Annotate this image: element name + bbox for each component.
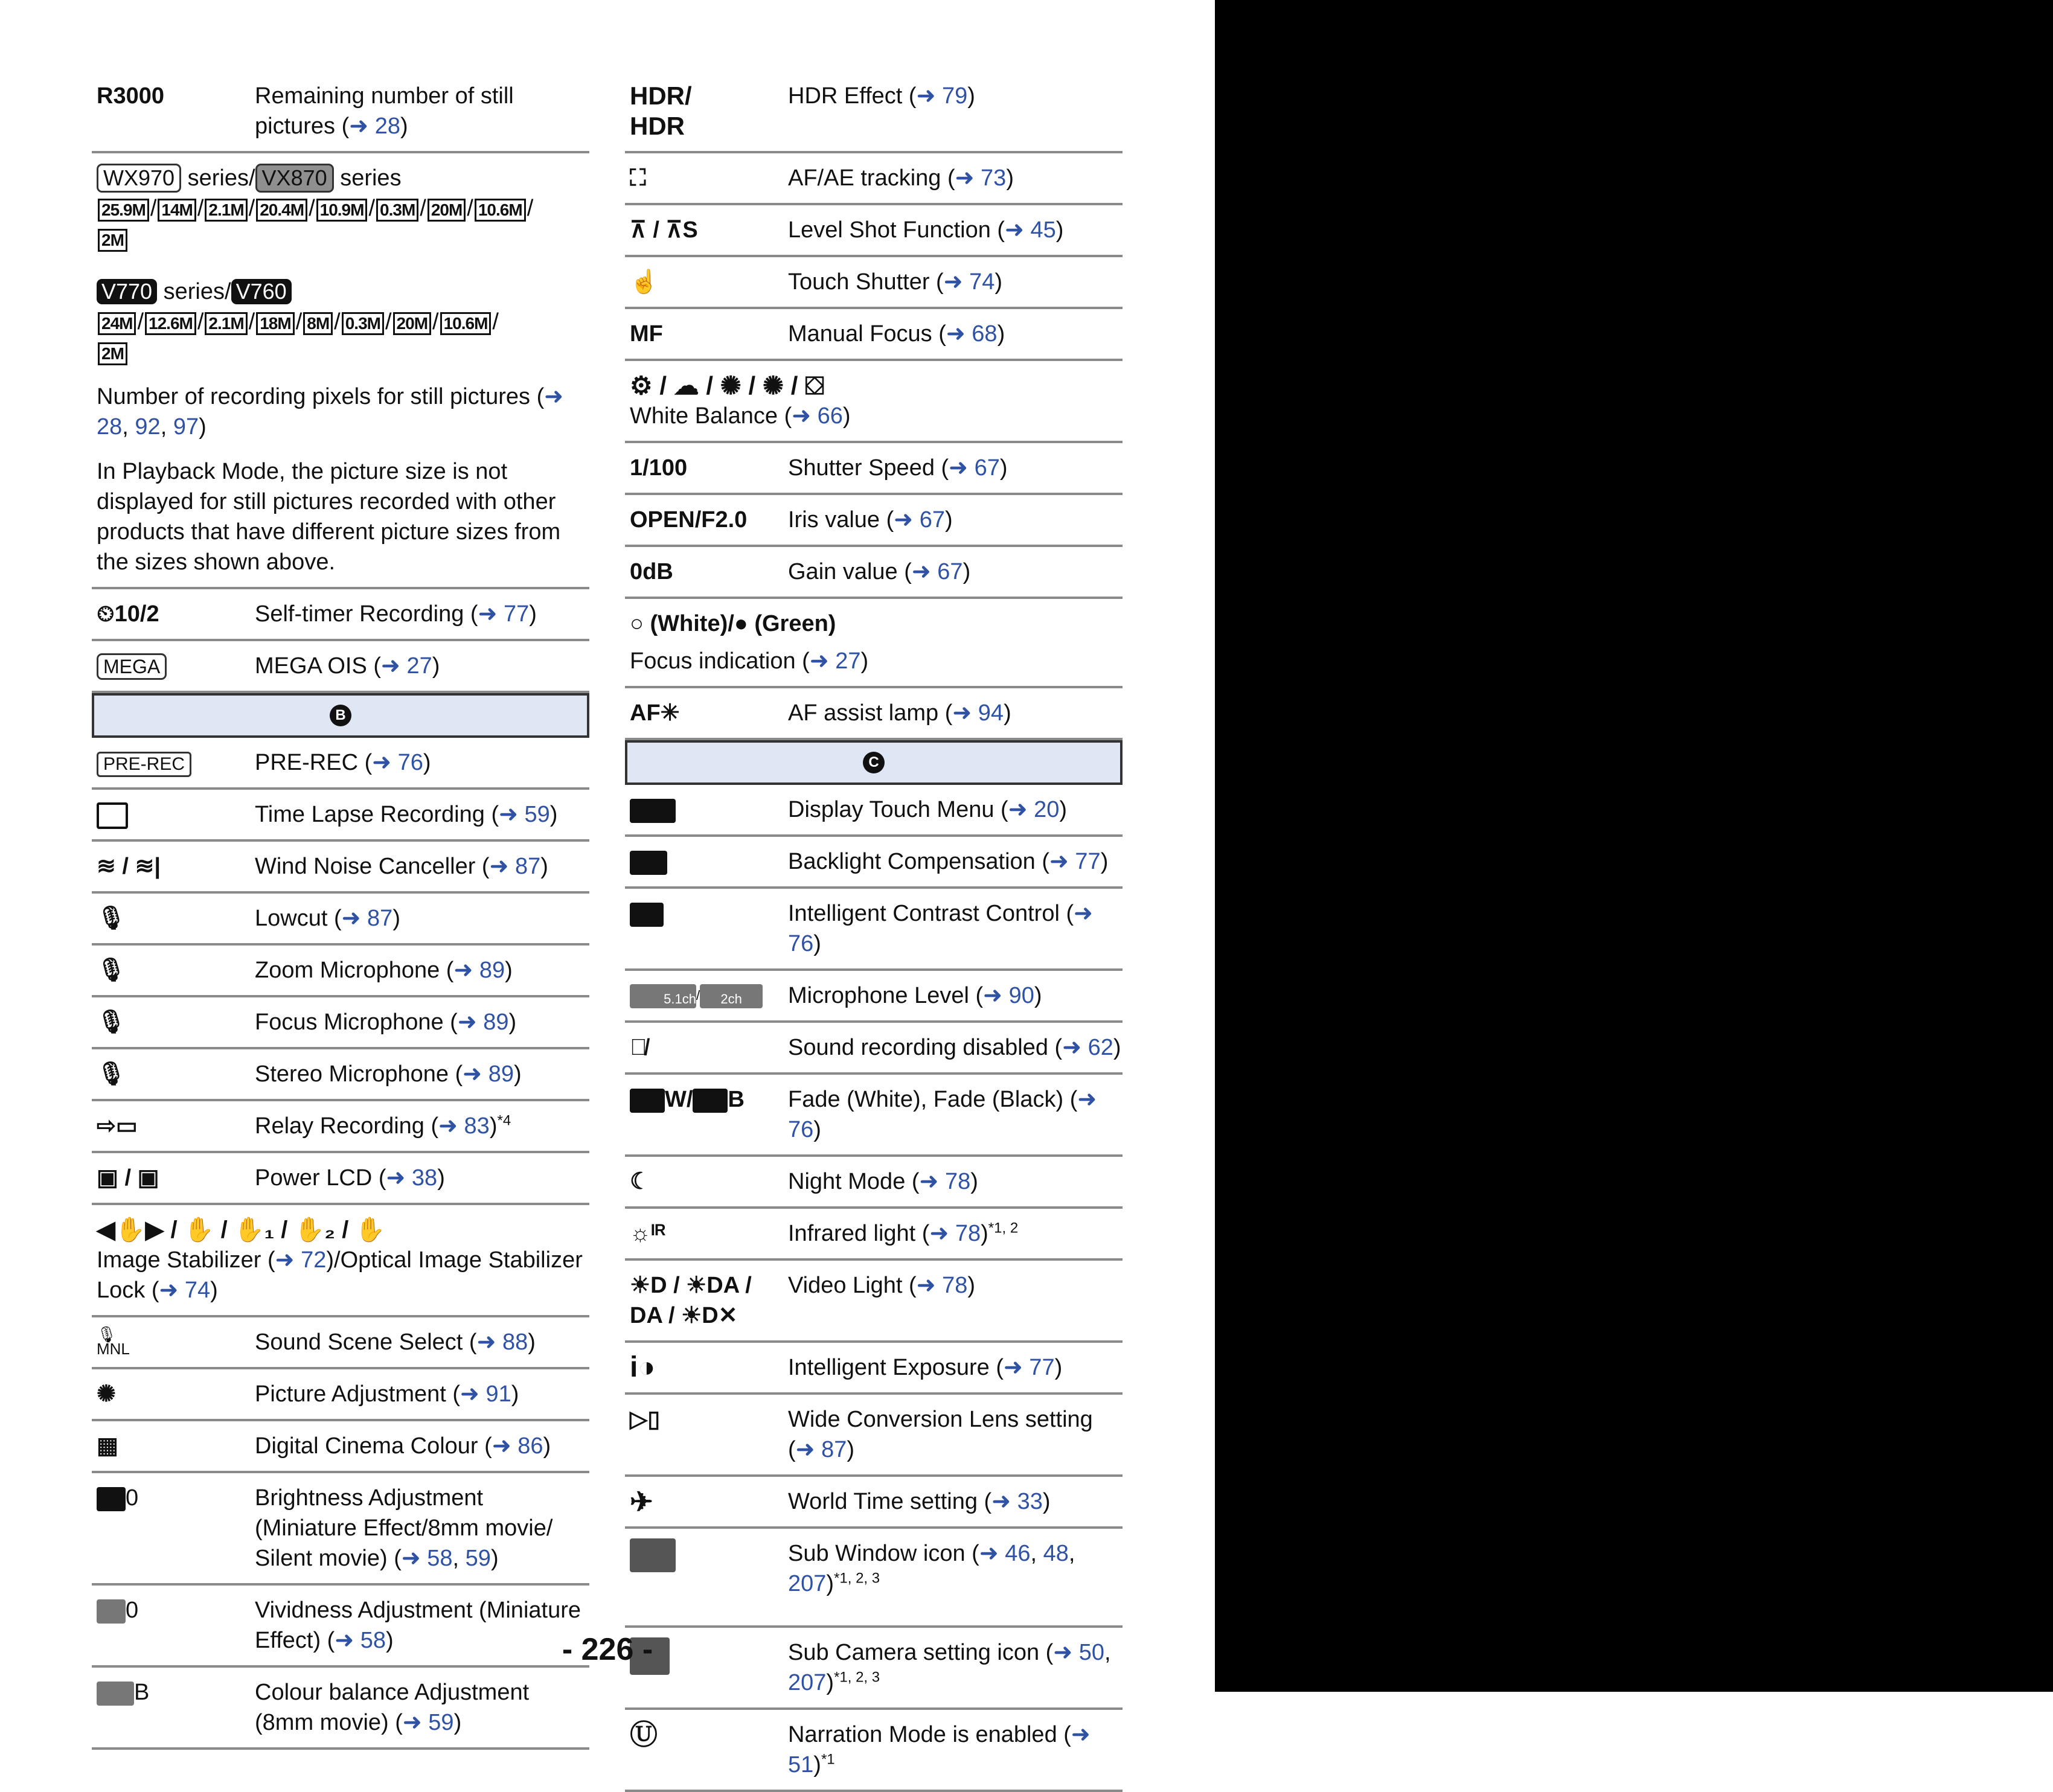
mic-level-2ch-icon: 2ch — [700, 984, 763, 1008]
page-link[interactable]: 207 — [788, 1571, 827, 1596]
page-link[interactable]: 91 — [485, 1381, 511, 1407]
row-power-lcd: ▣ / ▣ Power LCD (➜ 38) — [92, 1153, 589, 1205]
right-column — [625, 71, 1123, 1792]
page-link[interactable]: 77 — [1075, 849, 1101, 874]
page-link[interactable]: 86 — [517, 1433, 543, 1459]
row-touch-menu: Display Touch Menu (➜ 20) — [625, 785, 1123, 837]
lowcut-mic-icon: 🎙 — [97, 906, 126, 931]
row-time-lapse: Time Lapse Recording (➜ 59) — [92, 790, 589, 842]
page-link[interactable]: 79 — [941, 83, 968, 109]
row-relay: ⇨▭ Relay Recording (➜ 83)$^{*4}$ — [92, 1101, 589, 1153]
size-icon: 20M — [428, 199, 466, 222]
row-white-balance: ⚙ / ☁ / ✺ / ✺ / ⛋ White Balance (➜ 66) — [625, 361, 1123, 443]
section-b-marker: B — [330, 705, 351, 726]
row-sub-camera: Sub Camera setting icon (➜ 50, 207)$^{*1, 2, 3}$ — [625, 1628, 1123, 1710]
row-brightness: 0 Brightness Adjustment (Miniature Effect/8mm movie/ Silent movie) (➜ 58, 59) — [92, 1473, 589, 1586]
video-light-icon: ☀D / ☀DA / DA / ☀D✕ — [630, 1273, 752, 1328]
backlight-icon — [630, 851, 667, 875]
size-icon: 10.6M — [440, 312, 492, 335]
size-icon: 2.1M — [205, 312, 247, 335]
page-link[interactable]: 38 — [411, 1165, 438, 1191]
mf-code: MF — [630, 321, 663, 347]
page-link[interactable]: 76 — [397, 750, 423, 775]
section-header-b — [92, 693, 589, 738]
page-link[interactable]: 90 — [1008, 983, 1034, 1008]
page-link[interactable]: 73 — [981, 165, 1007, 191]
row-pre-rec: PRE-REC PRE-REC (➜ 76) — [92, 738, 589, 790]
page-link[interactable]: 77 — [503, 601, 530, 627]
iris-code: OPEN/F2.0 — [630, 507, 748, 533]
airplane-icon: ✈ — [630, 1486, 653, 1517]
size-icon: 12.6M — [145, 312, 196, 335]
white-balance-icons: ⚙ / ☁ / ✺ / ✺ / ⛋ — [630, 371, 825, 400]
page-link[interactable]: 48 — [1043, 1541, 1069, 1566]
row-contrast: Intelligent Contrast Control (➜ 76) — [625, 889, 1123, 971]
page-link[interactable]: 77 — [1029, 1355, 1055, 1380]
model-badge-v760: V760 — [231, 279, 292, 304]
row-wind-noise: ≋ / ≋| Wind Noise Canceller (➜ 87) — [92, 842, 589, 894]
row-series-sizes-2: V770 series/ V760 24M / 12.6M / 2.1M / 18M / 8M / 0.3M / 20M / 10.6M / 2M — [92, 263, 589, 377]
row-world-time: ✈ World Time setting (➜ 33) — [625, 1477, 1123, 1529]
page-link[interactable]: 74 — [184, 1278, 211, 1303]
colour-balance-icon — [97, 1682, 134, 1706]
row-iris: OPEN/F2.0 Iris value (➜ 67) — [625, 495, 1123, 547]
mega-ois-icon: MEGA — [97, 653, 167, 680]
desc: Remaining number of still pictures (➜ 28) — [255, 83, 514, 139]
page-link[interactable]: 58 — [360, 1628, 386, 1653]
page-link[interactable]: 28 — [97, 414, 123, 440]
row-video-light: ☀D / ☀DA / DA / ☀D✕ Video Light (➜ 78) — [625, 1261, 1123, 1343]
page-link[interactable]: 45 — [1030, 217, 1056, 243]
time-lapse-icon — [97, 802, 128, 829]
row-intelligent-exposure: i◑ Intelligent Exposure (➜ 77) — [625, 1343, 1123, 1395]
page-link[interactable]: 94 — [978, 700, 1004, 726]
page-link[interactable]: 51 — [788, 1752, 814, 1778]
row-zoom-mic: 🎙 Zoom Microphone (➜ 89) — [92, 946, 589, 997]
page-link[interactable]: 68 — [972, 321, 998, 347]
page-link[interactable]: 207 — [788, 1670, 827, 1695]
page-link[interactable]: 97 — [173, 414, 199, 440]
focus-mic-icon: 🎙 — [97, 1010, 126, 1035]
section-c-marker: C — [863, 752, 885, 773]
narration-icon: Ⓤ — [630, 1719, 658, 1750]
wind-icon: ≋ / ≋| — [97, 854, 161, 879]
row-wide-conversion: ▷▯ Wide Conversion Lens setting (➜ 87) — [625, 1395, 1123, 1477]
relay-icon: ⇨▭ — [97, 1113, 138, 1139]
page-link[interactable]: 58 — [427, 1546, 453, 1571]
row-colour-balance: B Colour balance Adjustment (8mm movie) (➜ 59) — [92, 1668, 589, 1750]
size-icon: 8M — [303, 312, 333, 335]
picture-size-icons-2: 24M / 12.6M / 2.1M / 18M / 8M / 0.3M / 20M / 10.6M / 2M — [97, 307, 589, 367]
page-link[interactable]: 76 — [788, 1117, 814, 1142]
row-level-shot: ⊼ / ⊼S Level Shot Function (➜ 45) — [625, 205, 1123, 257]
row-series-sizes-1: WX970 series/ VX870 series 25.9M / 14M / 2.1M / 20.4M / 10.9M / 0.3M / 20M / 10.6M / 2M — [92, 153, 589, 263]
page-link[interactable]: 78 — [942, 1273, 968, 1298]
size-icon: 20M — [393, 312, 431, 335]
gain-code: 0dB — [630, 559, 673, 584]
row-stereo-mic: 🎙 Stereo Microphone (➜ 89) — [92, 1049, 589, 1101]
black-margin — [1215, 0, 2053, 1692]
picture-adjust-icon: ✺ — [97, 1381, 116, 1407]
page-link[interactable]: 76 — [788, 931, 814, 956]
row-touch-shutter: ☝ Touch Shutter (➜ 74) — [625, 257, 1123, 309]
page-link[interactable]: 89 — [488, 1061, 514, 1087]
row-manual-focus: MF Manual Focus (➜ 68) — [625, 309, 1123, 361]
page-link[interactable]: 59 — [524, 802, 550, 827]
af-assist-star-icon: ✳ — [660, 700, 680, 726]
level-shot-icon: ⊼ / ⊼ — [630, 217, 683, 243]
page-link[interactable]: 89 — [483, 1010, 509, 1035]
fade-icon — [630, 1089, 665, 1113]
page-link[interactable]: 87 — [821, 1437, 847, 1462]
row-narration: Ⓤ Narration Mode is enabled (➜ 51)$^{*1}$ — [625, 1710, 1123, 1792]
stereo-mic-icon: 🎙 — [97, 1061, 126, 1087]
hdr-h-icon: HDR — [630, 82, 685, 110]
size-icon: 2.1M — [205, 199, 247, 222]
page-link[interactable]: 87 — [514, 854, 541, 879]
row-sound-disabled: 🎙̸ Sound recording disabled (➜ 62) — [625, 1023, 1123, 1075]
contrast-icon — [630, 903, 664, 927]
touch-menu-icon — [630, 799, 676, 823]
green-dot-icon: ● — [734, 611, 748, 636]
size-icon: 10.9M — [316, 199, 368, 222]
infrared-icon: ☼ᴵᴿ — [630, 1221, 666, 1246]
row-hdr: HDR/ HDR HDR Effect (➜ 79) — [625, 71, 1123, 153]
size-icon: 0.3M — [342, 312, 384, 335]
touch-shutter-icon: ☝ — [630, 269, 659, 295]
row-self-timer: ⏲10/2 Self-timer Recording (➜ 77) — [92, 589, 589, 641]
page-link[interactable]: 87 — [367, 906, 393, 931]
vividness-icon — [97, 1599, 126, 1624]
page-link[interactable]: 78 — [955, 1221, 981, 1246]
size-icon: 2M — [98, 342, 127, 365]
page-link[interactable]: 59 — [428, 1710, 454, 1735]
timer-icon: ⏲ — [97, 601, 115, 627]
size-icon: 0.3M — [376, 199, 418, 222]
mic-muted-icon: 🎙̸ — [630, 1035, 647, 1060]
af-assist-code: AF — [630, 700, 661, 726]
row-vividness: 0 Vividness Adjustment (Miniature Effect) (➜ 58) — [92, 1586, 589, 1668]
row-shutter: 1/100 Shutter Speed (➜ 67) — [625, 443, 1123, 495]
row-image-stabilizer: ◀✋▶ / ✋ / ✋₁ / ✋₂ / ✋ Image Stabilizer (➜ 72)/Optical Image Stabilizer Lock (➜ 74) — [92, 1205, 589, 1317]
page-link[interactable]: 72 — [301, 1247, 327, 1273]
model-badge-wx970: WX970 — [97, 164, 181, 193]
code-r3000: R3000 — [97, 83, 164, 109]
conversion-lens-icon: ▷▯ — [630, 1407, 661, 1432]
self-timer-code: 10/2 — [114, 601, 159, 627]
row-mic-level: 5.1ch/ 2ch Microphone Level (➜ 90) — [625, 971, 1123, 1023]
intelligent-exposure-icon: i◑ — [630, 1351, 656, 1383]
sub-window-icon — [630, 1538, 676, 1572]
row-focus-indication: ○ (White)/● (Green) Focus indication (➜ 27) — [625, 599, 1123, 688]
row-sub-window: Sub Window icon (➜ 46, 48, 207)$^{*1, 2, 3}$ — [625, 1529, 1123, 1628]
picture-size-icons-1: 25.9M / 14M / 2.1M / 20.4M / 10.9M / 0.3M / 20M / 10.6M / 2M — [97, 193, 589, 254]
af-tracking-icon: ⛶ — [630, 165, 646, 191]
sound-scene-icon: 🎙 — [97, 1325, 117, 1343]
left-column — [92, 71, 589, 1750]
page-link[interactable]: 83 — [464, 1113, 490, 1139]
page-link[interactable]: 67 — [937, 559, 963, 584]
page-link[interactable]: 88 — [502, 1330, 528, 1355]
row-infrared: ☼ᴵᴿ Infrared light (➜ 78)$^{*1, 2}$ — [625, 1209, 1123, 1261]
row-cinema-colour: ▦ Digital Cinema Colour (➜ 86) — [92, 1421, 589, 1473]
section-header-c — [625, 740, 1123, 785]
page-link[interactable]: 27 — [406, 653, 432, 679]
shutter-code: 1/100 — [630, 455, 688, 481]
power-lcd-icon: ▣ / ▣ — [97, 1165, 159, 1191]
size-icon: 14M — [158, 199, 196, 222]
row-af-assist: AF✳ AF assist lamp (➜ 94) — [625, 688, 1123, 740]
row-focus-mic: 🎙 Focus Microphone (➜ 89) — [92, 997, 589, 1049]
row-picture-adjust: ✺ Picture Adjustment (➜ 91) — [92, 1369, 589, 1421]
brightness-icon — [97, 1487, 126, 1511]
pixels-note: Number of recording pixels for still pictures (➜ 28, 92, 97) — [97, 384, 564, 440]
playback-note: In Playback Mode, the picture size is not displayed for still pictures recorded with other products that have different picture sizes from the sizes shown above. — [92, 452, 589, 589]
row-gain: 0dB Gain value (➜ 67) — [625, 547, 1123, 599]
fade-icon — [693, 1089, 728, 1113]
row-lowcut: 🎙 Lowcut (➜ 87) — [92, 894, 589, 946]
size-icon: 10.6M — [475, 199, 526, 222]
row-night-mode: ☾ Night Mode (➜ 78) — [625, 1157, 1123, 1209]
size-icon: 24M — [98, 312, 136, 335]
white-circle-icon: ○ — [630, 611, 650, 636]
page-link[interactable]: 67 — [919, 507, 945, 533]
page-link[interactable]: 46 — [1005, 1541, 1031, 1566]
page-link[interactable]: 89 — [479, 958, 505, 983]
page-link[interactable]: 66 — [817, 403, 843, 429]
model-badge-v770: V770 — [97, 279, 157, 304]
row-sound-scene: 🎙 MNL Sound Scene Select (➜ 88) — [92, 1317, 589, 1369]
page-link[interactable]: 33 — [1017, 1489, 1043, 1514]
size-icon: 2M — [98, 229, 127, 252]
night-moon-icon: ☾ — [630, 1169, 651, 1194]
page-number: - 226 - — [562, 1632, 653, 1667]
page-link[interactable]: 59 — [465, 1546, 491, 1571]
zoom-mic-icon: 🎙 — [97, 958, 126, 983]
page-link[interactable]: 28 — [374, 114, 400, 139]
row-af-tracking: ⛶ AF/AE tracking (➜ 73) — [625, 153, 1123, 205]
page-link[interactable]: 50 — [1078, 1640, 1105, 1665]
size-icon: 18M — [256, 312, 294, 335]
cinema-colour-icon: ▦ — [97, 1433, 118, 1459]
mic-level-51-icon: 5.1ch — [630, 984, 696, 1008]
page-link[interactable]: 67 — [974, 455, 1000, 481]
page-link[interactable]: 92 — [135, 414, 161, 440]
page-link[interactable]: 20 — [1034, 797, 1060, 822]
page-link[interactable]: 78 — [944, 1169, 971, 1194]
row-backlight: Backlight Compensation (➜ 77) — [625, 837, 1123, 889]
row-fade: W/ B Fade (White), Fade (Black) (➜ 76) — [625, 1075, 1123, 1157]
model-badge-vx870: VX870 — [255, 164, 334, 193]
row-mega-ois: MEGA MEGA OIS (➜ 27) — [92, 641, 589, 693]
pre-rec-icon: PRE-REC — [97, 752, 191, 777]
row-remaining-pictures — [92, 71, 589, 153]
size-icon: 25.9M — [98, 199, 149, 222]
size-icon: 20.4M — [256, 199, 307, 222]
page-link[interactable]: 74 — [969, 269, 995, 295]
page-link[interactable]: 27 — [835, 648, 861, 674]
hdr-l-icon: HDR — [630, 112, 685, 140]
page-link[interactable]: 62 — [1087, 1035, 1113, 1060]
stabilizer-icons: ◀✋▶ / ✋ / ✋₁ / ✋₂ / ✋ — [97, 1217, 386, 1243]
